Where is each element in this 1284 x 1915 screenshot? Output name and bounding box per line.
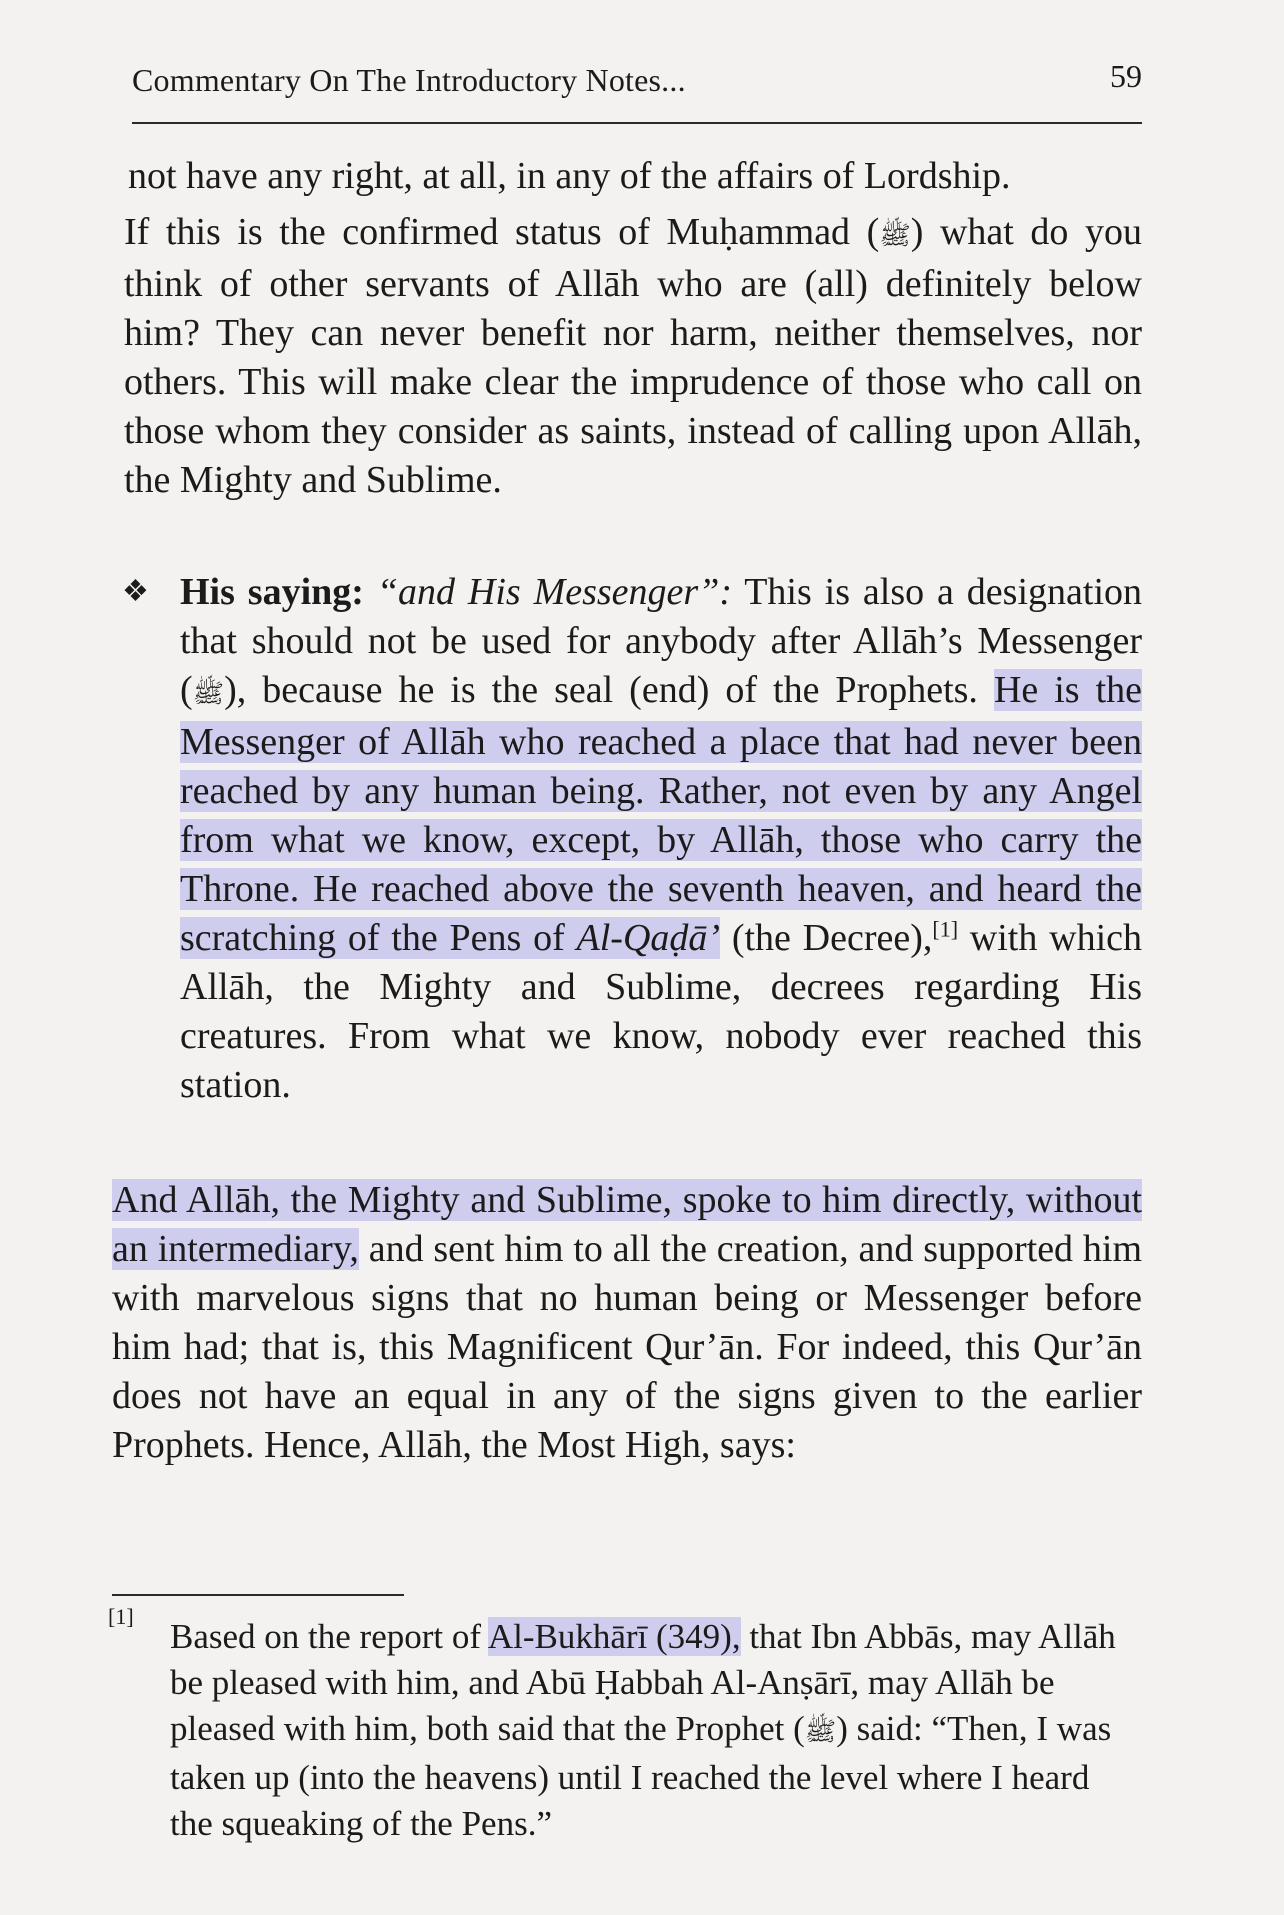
bullet-text-b: ), because he is the seal (end) of the Prophets. [224,669,994,711]
bullet-text-d: with which Allāh, the Mighty and Sublime, decrees regarding His creatures. From what we know, nobody ever reached this station. [180,917,1142,1106]
salutation-glyph: ﷺ [192,679,225,708]
bullet-label: His saying: [180,571,364,613]
paragraph-2-text-b: ) what do you think of other servants of Allāh who are (all) definitely below him? They can never benefit nor harm, neither themselves, nor others. This will make clear the imprudence of those who call on those whom they consider as saints, instead of calling upon Allāh, the Mighty and Sublime. [124,211,1143,501]
bullet-icon: ❖ [122,575,149,608]
paragraph-1: not have any right, at all, in any of the affairs of Lordship. [128,155,1011,197]
footnote-highlight: Al-Bukhārī (349), [487,1617,741,1656]
bullet-text-a: This is also a designation that should not be used for anybody after Allāh’s Messenger ( [180,571,1143,711]
salutation-glyph: ﷺ [879,221,911,250]
paragraph-4-rest: and sent him to all the creation, and supported him with marvelous signs that no human being or Messenger before him had; that is, this Magnificent Qur’ān. For indeed, this Qur’ān does not have an equal in any of the signs given to the earlier Prophets. Hence, Allāh, the Most High, says: [112,1228,1142,1466]
footnote-text-b: that Ibn Abbās, may Allāh be pleased with him, and Abū Ḥabbah Al-Anṣārī, may Allāh be pleased with him, both said that the Prophet ( [170,1617,1116,1748]
footnote-reference[interactable]: [1] [932,916,959,942]
paragraph-4 [112,1176,1142,1470]
bullet-highlight-italic: Al-Qaḍā’ [576,917,721,959]
footnote-text [170,1614,1138,1847]
bullet-highlight-text: He is the Messenger of Allāh who reached a place that had never been reached by any human being. Rather, not even by any Angel from what we know, except, by Allāh, those who carry the Throne. He reached above the seventh heaven, and heard the scratching of the Pens of [180,669,1143,959]
paragraph-2 [124,208,1142,505]
page-number: 59 [1110,58,1142,94]
bullet-highlight [180,669,1142,959]
footnote-divider [112,1594,404,1596]
footnote-text-c: ) said: “Then, I was taken up (into the heavens) until I reached the level where I heard the squeaking of the Pens.” [170,1709,1112,1843]
footnote-marker: [1] [108,1604,134,1629]
salutation-glyph: ﷺ [804,1717,837,1746]
running-header [132,58,1142,124]
paragraph-4-highlight: And Allāh, the Mighty and Sublime, spoke to him directly, without an intermediary, [112,1179,1142,1270]
footnote-text-a: Based on the report of [170,1617,488,1656]
paragraph-2-text-a: If this is the confirmed status of Muḥammad ( [124,211,880,253]
bullet-paragraph [180,568,1142,1110]
bullet-quote: “and His Messenger”: [376,571,732,613]
header-title: Commentary On The Introductory Notes... [132,62,686,98]
bullet-text-c: (the Decree), [720,917,933,959]
